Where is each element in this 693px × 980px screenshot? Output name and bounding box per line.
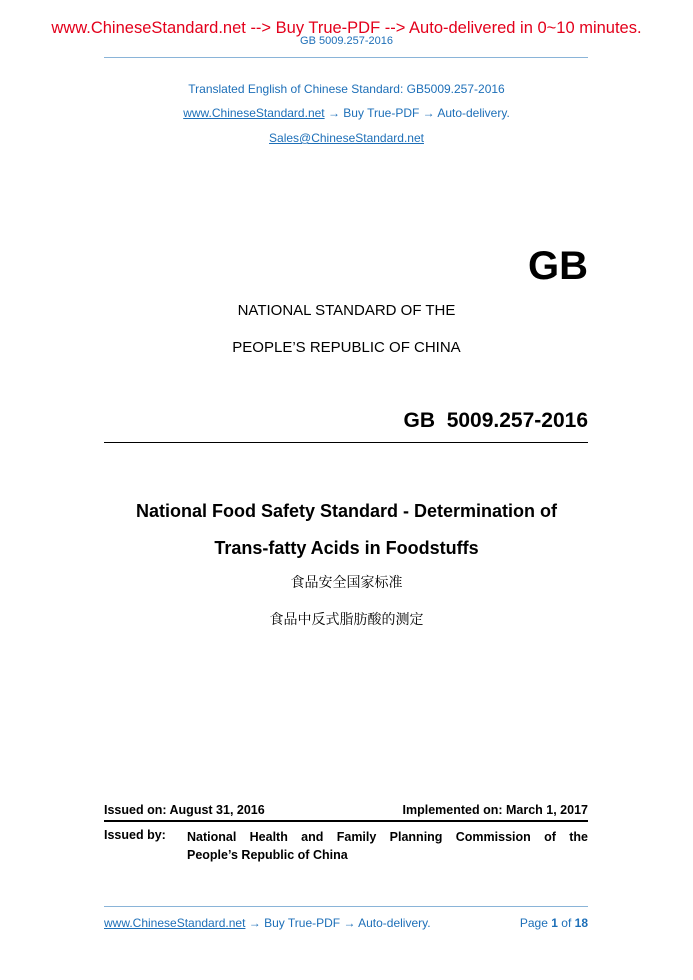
intro-link-line — [0, 106, 693, 120]
intro-link-suffix: → Buy True-PDF → Auto-delivery. — [324, 106, 510, 120]
issued-on-date: Issued on: August 31, 2016 — [104, 803, 265, 817]
gb-logo: GB — [528, 244, 588, 288]
chinese-title-line2: 食品中反式脂肪酸的测定 — [269, 611, 424, 627]
email-line — [0, 131, 693, 145]
header-standard-code: GB 5009.257-2016 — [300, 35, 393, 47]
page-number: 1 — [551, 916, 558, 930]
header-divider — [104, 57, 588, 58]
issued-by-value — [187, 828, 588, 864]
title-divider — [104, 442, 588, 443]
document-title-line2: Trans-fatty Acids in Foodstuffs — [214, 538, 479, 558]
sales-email-link[interactable]: Sales@ChineseStandard.net — [269, 131, 424, 145]
footer-link-line — [104, 916, 431, 930]
of-label: of — [561, 916, 572, 930]
footer-link-suffix: → Buy True-PDF → Auto-delivery. — [245, 916, 431, 930]
footer-chinesestandard-link[interactable]: www.ChineseStandard.net — [104, 916, 246, 930]
issued-by-label: Issued by: — [104, 828, 166, 842]
chinese-title-line1: 食品安全国家标准 — [290, 574, 403, 590]
chinesestandard-link[interactable]: www.ChineseStandard.net — [183, 106, 325, 120]
implemented-on-date: Implemented on: March 1, 2017 — [402, 803, 588, 817]
national-standard-line2: PEOPLE’S REPUBLIC OF CHINA — [232, 339, 461, 356]
promo-banner[interactable]: www.ChineseStandard.net --> Buy True-PDF --> Auto-delivered in 0~10 minutes. — [51, 19, 642, 37]
page-indicator — [520, 916, 588, 930]
issued-divider — [104, 820, 588, 822]
document-title-line1: National Food Safety Standard - Determination of — [135, 501, 558, 521]
issued-by-line2: People’s Republic of China — [187, 848, 348, 862]
issued-by-line1: National Health and Family Planning Commission of the — [187, 830, 588, 844]
national-standard-line1: NATIONAL STANDARD OF THE — [237, 302, 456, 319]
translation-note: Translated English of Chinese Standard: GB5009.257-2016 — [188, 82, 505, 96]
page-label: Page — [519, 916, 548, 930]
page-total: 18 — [574, 916, 588, 930]
footer-divider — [104, 906, 588, 907]
standard-number: GB 5009.257-2016 — [403, 409, 588, 432]
